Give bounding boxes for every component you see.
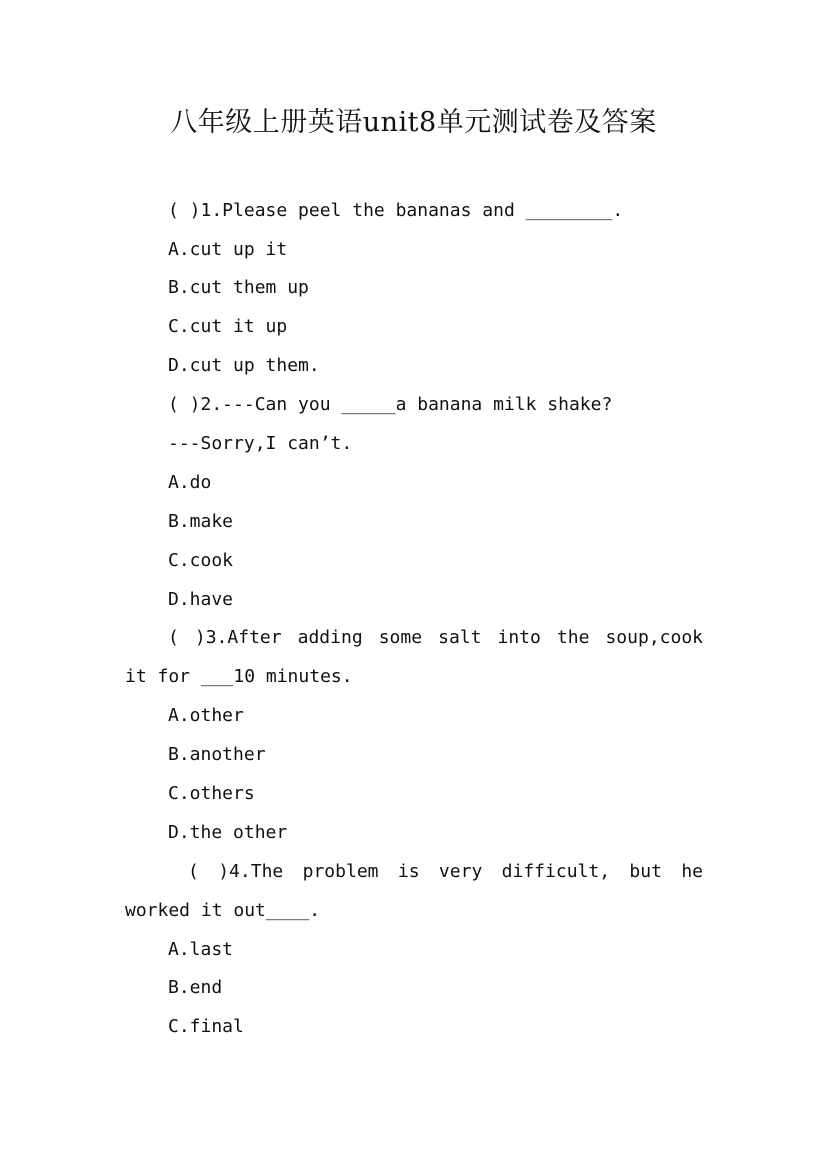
question-3-option-c: C.others [168,783,255,804]
question-1-option-a: A.cut up it [168,239,288,260]
question-2-option-b: B.make [168,511,234,532]
question-4-stem-line-2: worked it out____. [125,900,321,921]
question-3-option-b: B.another [168,744,266,765]
question-3-stem-line-2: it for ___10 minutes. [125,666,353,687]
question-4-option-b: B.end [168,977,223,998]
question-3-option-d: D.the other [168,822,288,843]
question-4-option-a: A.last [168,939,234,960]
question-2-option-d: D.have [168,589,234,610]
document-title: 八年级上册英语unit8单元测试卷及答案 [170,107,657,138]
question-2-dialog: ---Sorry,I can’t. [168,433,353,454]
question-4-option-c: C.final [168,1016,244,1037]
question-2-option-c: C.cook [168,550,234,571]
question-4-stem-line-1: ( )4.The problem is very difficult, but he [188,861,703,882]
question-3-stem-line-1: ( )3.After adding some salt into the soup,cook [168,627,703,648]
question-2-stem: ( )2.---Can you _____a banana milk shake? [168,394,613,415]
question-2-option-a: A.do [168,472,212,493]
question-1-stem: ( )1.Please peel the bananas and ________. [168,200,624,221]
question-1-option-b: B.cut them up [168,277,309,298]
question-1-option-c: C.cut it up [168,316,288,337]
question-1-option-d: D.cut up them. [168,355,320,376]
question-3-option-a: A.other [168,705,244,726]
